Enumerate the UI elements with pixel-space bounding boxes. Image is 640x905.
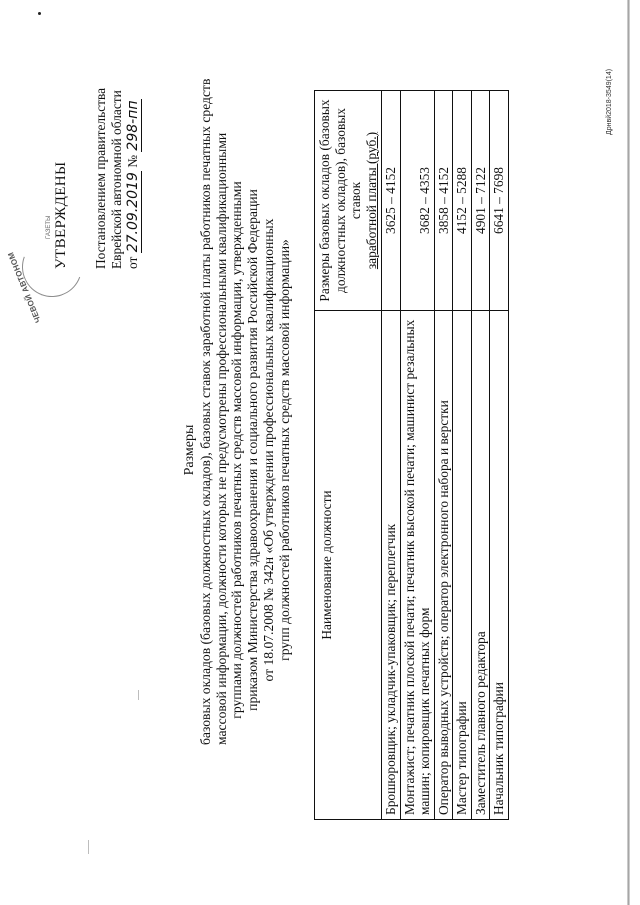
column-header-salary-line: Размеры базовых окладов (базовых [317, 99, 332, 302]
salary-cell: 3625 – 4152 [382, 91, 401, 311]
title-line: группами должностей работников печатных средств массовой информации, утвержденными [229, 181, 245, 719]
decree-line: Постановлением правительства [93, 87, 108, 269]
document-code: Дрнвй2018-3549(14) [606, 68, 613, 135]
title-heading: Размеры [182, 424, 197, 476]
decree-prefix: от [125, 256, 140, 269]
table-header-row [315, 91, 382, 820]
table-row [471, 91, 490, 820]
position-cell: Заместитель главного редактора [471, 311, 490, 820]
table-row [490, 91, 509, 820]
salary-cell: 3858 – 4152 [434, 91, 453, 311]
position-cell: Начальник типографии [490, 311, 509, 820]
decree-line: Еврейской автономной области [109, 90, 124, 269]
position-cell: Мастер типографии [453, 311, 472, 820]
table-row [453, 91, 472, 820]
title-line: групп должностей работников печатных средств массовой информации» [276, 239, 292, 661]
seal-stamp-caption: ГАЗЕТЫ [46, 215, 52, 239]
column-header-salary-line: заработной платы (руб.) [363, 131, 379, 270]
title-line: массовой информации, должности которых не предусмотрены профессиональными квалификационными [213, 132, 229, 745]
salary-cell: 6641 – 7698 [490, 91, 509, 311]
column-header-salary-line: должностных окладов), базовых ставок [332, 108, 363, 293]
seal-stamp-text: ЧЕВОЙ АВТОНОМ [6, 250, 43, 324]
salary-cell: 3682 – 4353 [400, 91, 434, 311]
salary-table [314, 90, 509, 820]
column-header-position: Наименование должности [315, 311, 382, 820]
decree-reference [93, 88, 142, 269]
decree-date-line [125, 88, 142, 269]
position-cell: Оператор выводных устройств; оператор электронного набора и верстки [434, 311, 453, 820]
decree-number: 298-пп [125, 100, 141, 151]
table-row [400, 91, 434, 820]
salary-cell: 4901 – 7122 [471, 91, 490, 311]
decree-date: 27.09.2019 [125, 172, 141, 253]
table-row [434, 91, 453, 820]
position-cell: Брошюровщик; укладчик-упаковщик; переплетчик [382, 311, 401, 820]
position-cell: Монтажист; печатник плоской печати; печатник высокой печати; машинист резальных машин; копировщик печатных форм [400, 311, 434, 820]
title-line: базовых окладов (базовых должностных окладов), базовых ставок заработной платы работников печатных средств [197, 78, 213, 745]
title-line: от 18.07.2008 № 342н «Об утверждении профессиональных квалификационных [260, 218, 276, 682]
title-line: приказом Министерства здравоохранения и социального развития Российской Федерации [245, 189, 261, 711]
decree-number-label: № [125, 154, 140, 168]
column-header-salary [315, 91, 382, 311]
salary-cell: 4152 – 5288 [453, 91, 472, 311]
document-title [182, 78, 293, 745]
table-row [382, 91, 401, 820]
approved-heading: УТВЕРЖДЕНЫ [53, 161, 69, 269]
